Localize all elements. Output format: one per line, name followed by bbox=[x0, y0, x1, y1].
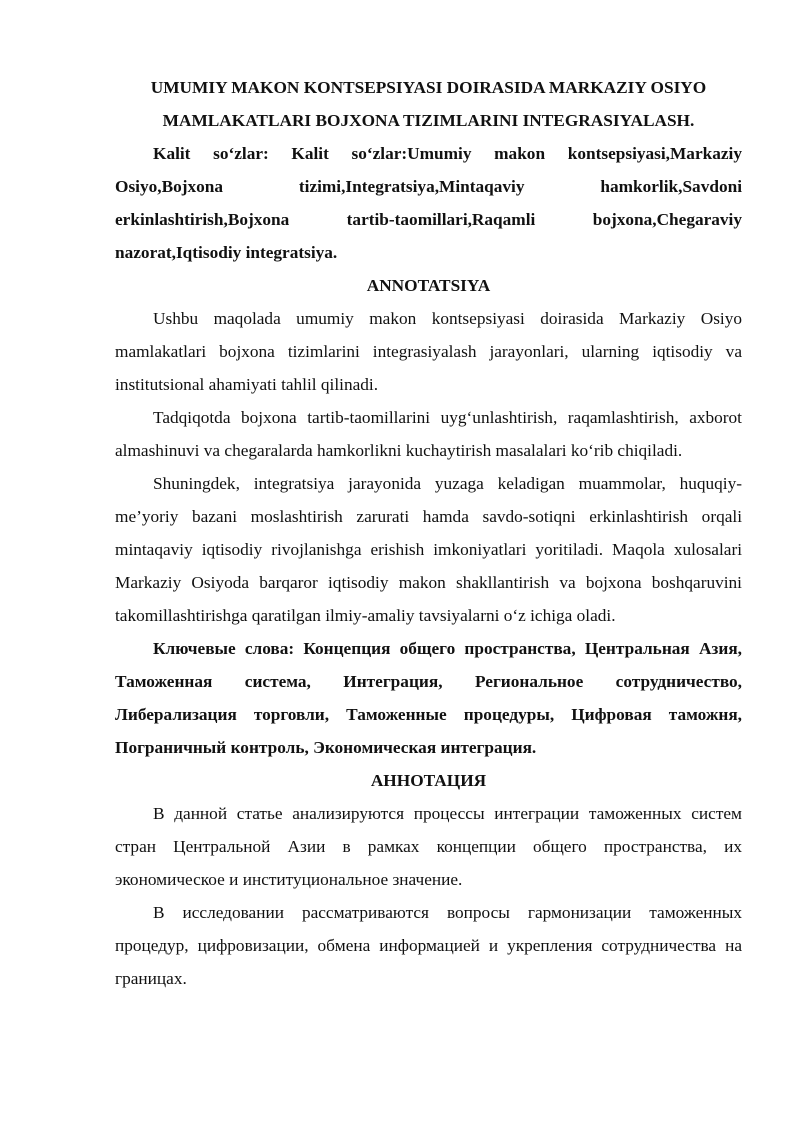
document-page bbox=[115, 71, 742, 995]
annotation-paragraph-uz-1: Ushbu maqolada umumiy makon kontsepsiyasi doirasida Markaziy Osiyo mamlakatlari bojxona tizimlarini integrasiyalash jarayonlari, ularning iqtisodiy va institutsional ahamiyati tahlil qilinadi. bbox=[115, 309, 742, 394]
annotation-paragraph-uz-2: Tadqiqotda bojxona tartib-taomillarini uyg‘unlashtirish, raqamlashtirish, axborot almashinuvi va chegaralarda hamkorlikni kuchaytirish masalalari ko‘rib chiqiladi. bbox=[115, 408, 742, 460]
annotation-paragraph-ru-2: В исследовании рассматриваются вопросы гармонизации таможенных процедур, цифровизации, обмена информацией и укрепления сотрудничества на границах. bbox=[115, 903, 742, 988]
annotation-heading-ru: АННОТАЦИЯ bbox=[370, 771, 487, 790]
document-title: UMUMIY MAKON KONTSEPSIYASI DOIRASIDA MARKAZIY OSIYO MAMLAKATLARI BOJXONA TIZIMLARINI INTEGRASIYALASH. bbox=[150, 78, 707, 130]
annotation-paragraph-uz-3: Shuningdek, integratsiya jarayonida yuzaga keladigan muammolar, huquqiy-me’yoriy bazani moslashtirish zarurati hamda savdo-sotiqni erkinlashtirish orqali mintaqaviy iqtisodiy rivojlanishga erishish imkoniyatlari yoritiladi. Maqola xulosalari Markaziy Osiyoda barqaror iqtisodiy makon shakllantirish va bojxona boshqaruvini takomillashtirishga qaratilgan ilmiy-amaliy tavsiyalarni o‘z ichiga oladi. bbox=[115, 474, 742, 625]
keywords-uz: Kalit so‘zlar: Kalit so‘zlar:Umumiy makon kontsepsiyasi,Markaziy Osiyo,Bojxona tizimi,Integratsiya,Mintaqaviy hamkorlik,Savdoni erkinlashtirish,Bojxona tartib-taomillari,Raqamli bojxona,Chegaraviy nazorat,Iqtisodiy integratsiya. bbox=[115, 144, 742, 262]
annotation-heading-uz: ANNOTATSIYA bbox=[366, 276, 491, 295]
keywords-ru: Ключевые слова: Концепция общего пространства, Центральная Азия, Таможенная система, Интеграция, Региональное сотрудничество, Либерализация торговли, Таможенные процедуры, Цифровая таможня, Пограничный контроль, Экономическая интеграция. bbox=[115, 639, 742, 757]
annotation-paragraph-ru-1: В данной статье анализируются процессы интеграции таможенных систем стран Центральной Азии в рамках концепции общего пространства, их экономическое и институциональное значение. bbox=[115, 804, 742, 889]
